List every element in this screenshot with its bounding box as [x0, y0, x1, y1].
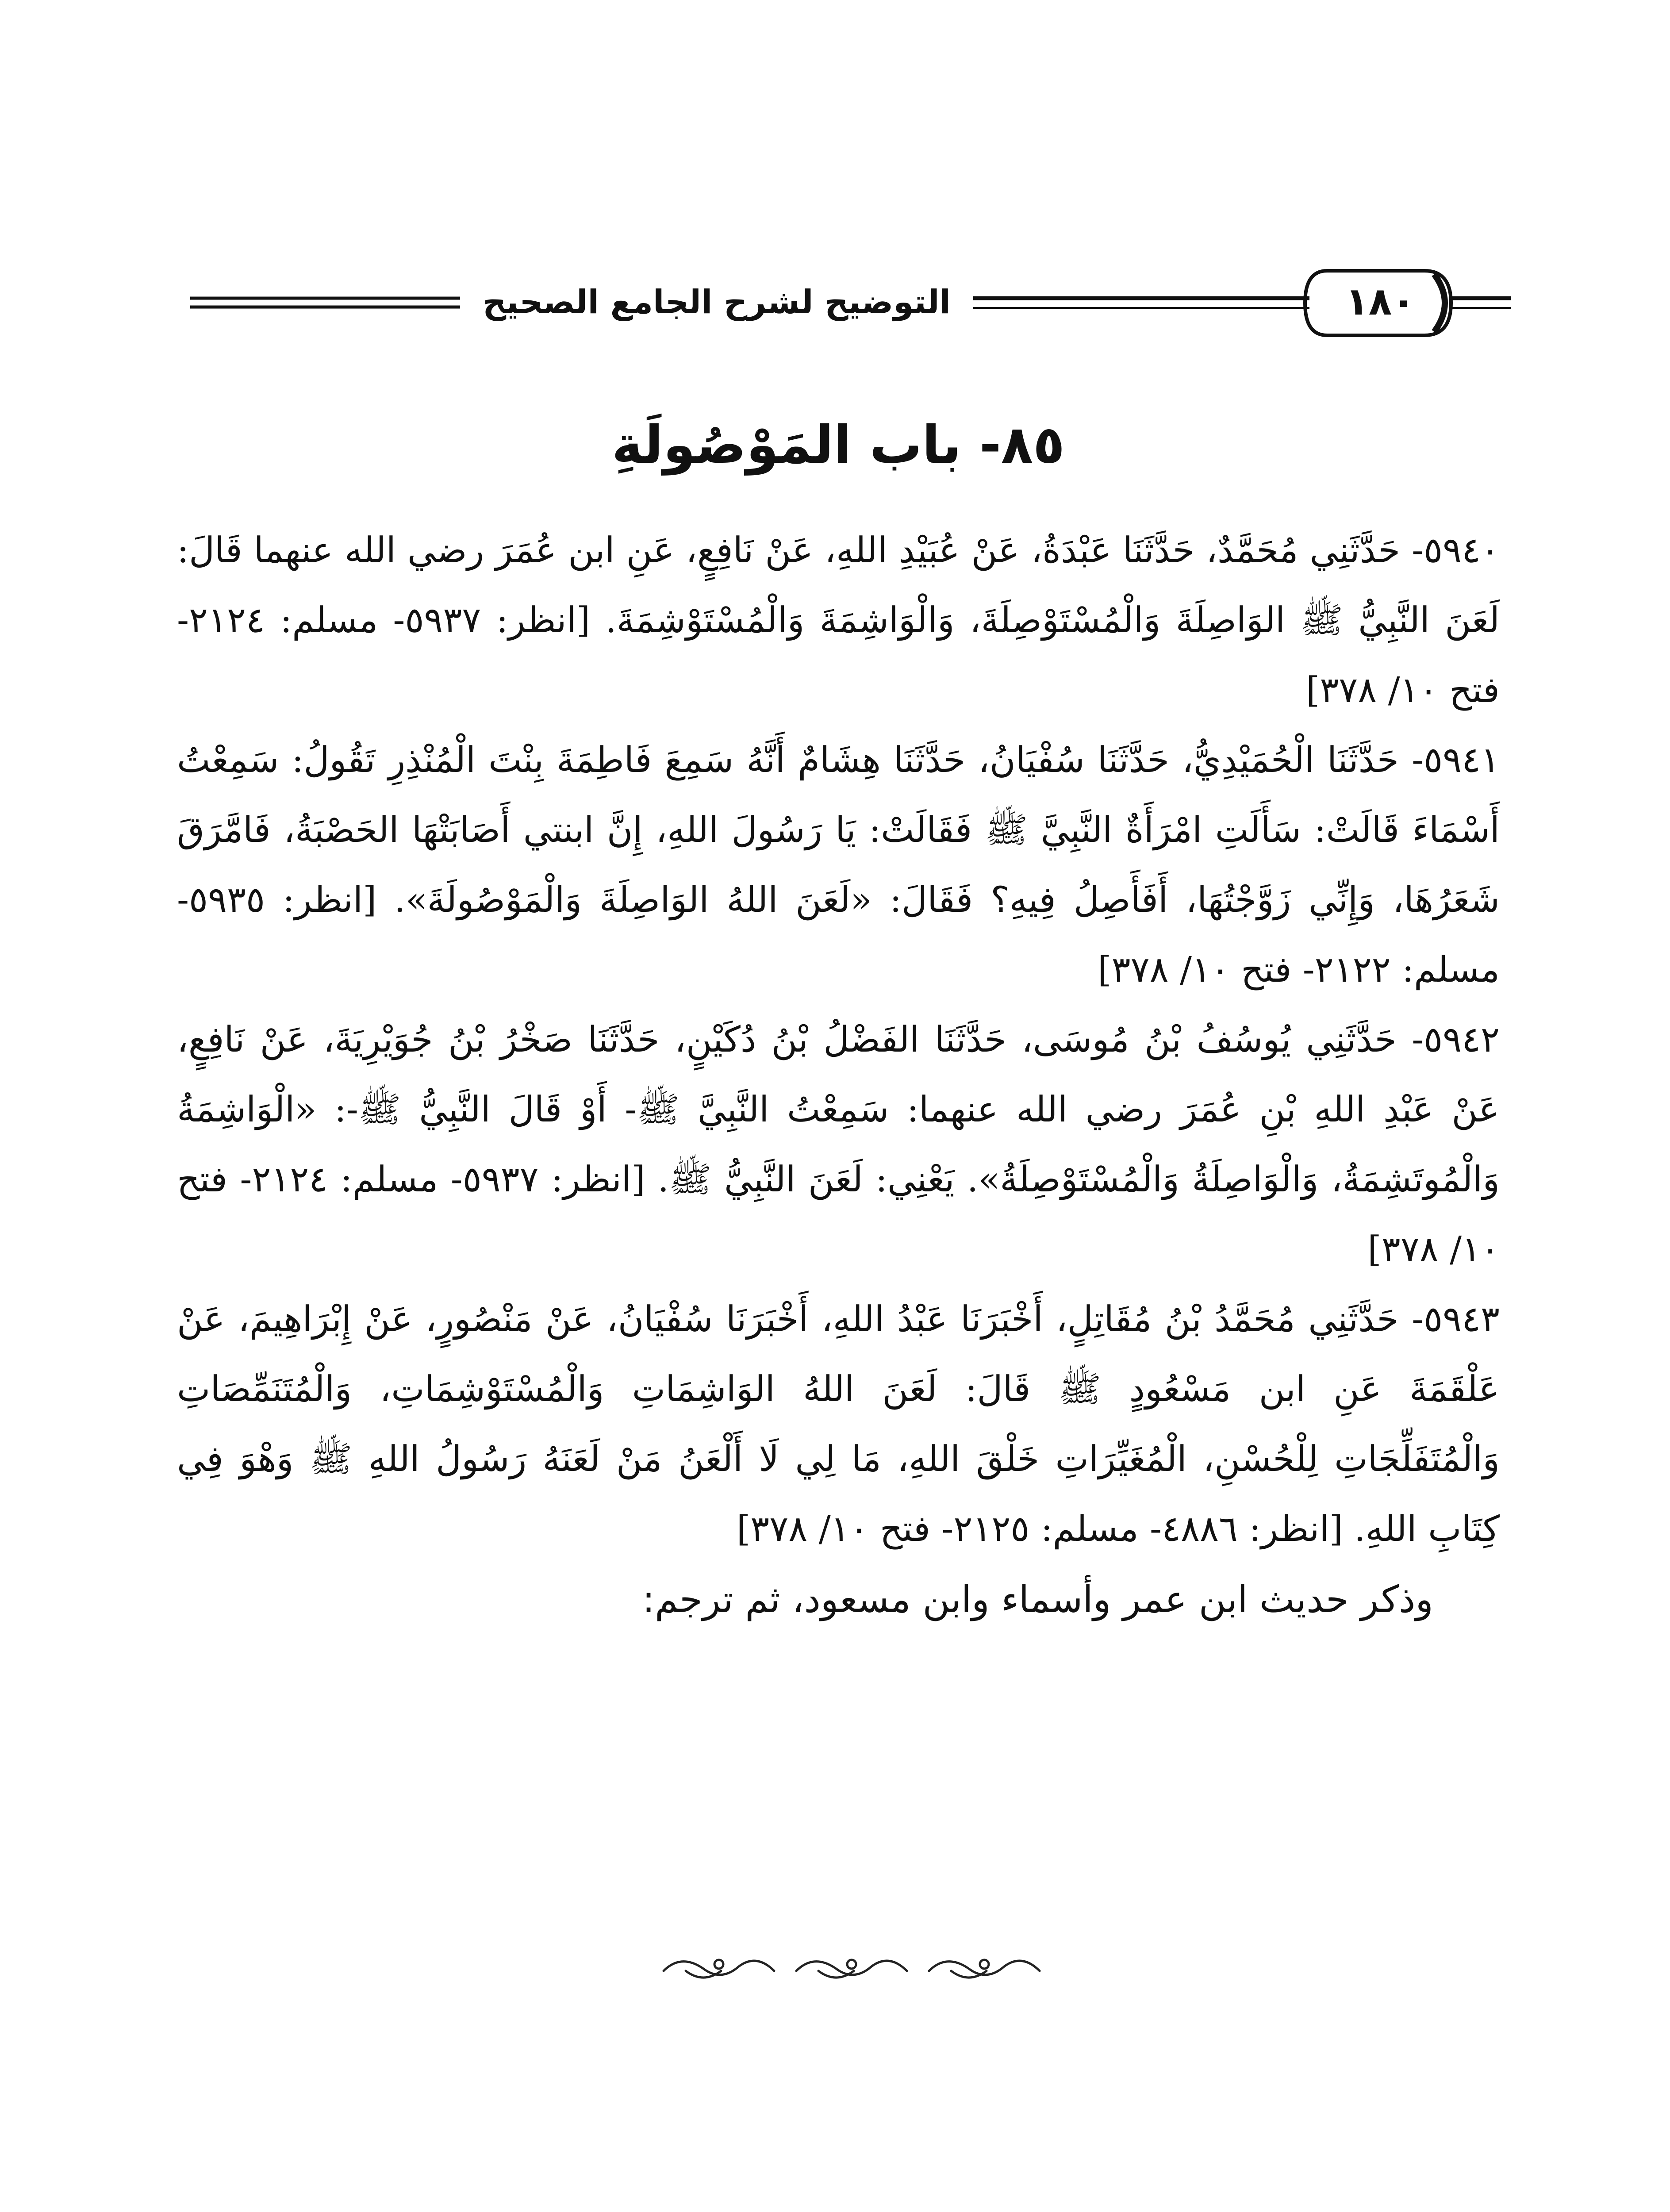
body-text: [177, 515, 1500, 1635]
hadith-number: ٥٩٤٠-: [1412, 530, 1500, 571]
hadith-text: حَدَّثَنِي يُوسُفُ بْنُ مُوسَى، حَدَّثَنَا الفَضْلُ بْنُ دُكَيْنٍ، حَدَّثَنَا صَخْرُ بْنُ جُوَيْرِيَةَ، عَنْ نَافِعٍ، عَنْ عَبْدِ اللهِ بْنِ عُمَرَ رضي الله عنهما: سَمِعْتُ النَّبِيَّ ﷺ- أَوْ قَالَ النَّبِيُّ ﷺ-: «الْوَاشِمَةُ وَالْمُوتَشِمَةُ، وَالْوَاصِلَةُ وَالْمُسْتَوْصِلَةُ». يَعْنِي: لَعَنَ النَّبِيُّ ﷺ.: [177, 1019, 1500, 1200]
hadith-text: حَدَّثَنِي مُحَمَّدٌ، حَدَّثَنَا عَبْدَةُ، عَنْ عُبَيْدِ اللهِ، عَنْ نَافِعٍ، عَنِ ابن عُمَرَ رضي الله عنهما قَالَ: لَعَنَ النَّبِيُّ ﷺ الوَاصِلَةَ وَالْمُسْتَوْصِلَةَ، وَالْوَاشِمَةَ وَالْمُسْتَوْشِمَةَ.: [177, 530, 1500, 641]
hadith-number: ٥٩٤٣-: [1412, 1298, 1500, 1340]
hadith-5940: [177, 515, 1500, 725]
hadith-5942: [177, 1005, 1500, 1284]
hadith-number: ٥٩٤٢-: [1412, 1019, 1500, 1060]
hadith-text: حَدَّثَنَا الْحُمَيْدِيُّ، حَدَّثَنَا سُفْيَانُ، حَدَّثَنَا هِشَامٌ أَنَّهُ سَمِعَ فَاطِمَةَ بِنْتَ الْمُنْذِرِ تَقُولُ: سَمِعْتُ أَسْمَاءَ قَالَتْ: سَأَلَتِ امْرَأَةٌ النَّبِيَّ ﷺ فَقَالَتْ: يَا رَسُولَ اللهِ، إِنَّ ابنتي أَصَابَتْهَا الحَصْبَةُ، فَامَّرَقَ شَعَرُهَا، وَإِنِّي زَوَّجْتُهَا، أَفَأَصِلُ فِيهِ؟ فَقَالَ: «لَعَنَ اللهُ الوَاصِلَةَ وَالْمَوْصُولَةَ».: [177, 739, 1500, 920]
book-title: التوضيح لشرح الجامع الصحيح: [482, 283, 951, 321]
hadith-text: حَدَّثَنِي مُحَمَّدُ بْنُ مُقَاتِلٍ، أَخْبَرَنَا عَبْدُ اللهِ، أَخْبَرَنَا سُفْيَانُ، عَنْ مَنْصُورٍ، عَنْ إِبْرَاهِيمَ، عَنْ عَلْقَمَةَ عَنِ ابن مَسْعُودٍ ﷺ قَالَ: لَعَنَ اللهُ الوَاشِمَاتِ وَالْمُسْتَوْشِمَاتِ، وَالْمُتَنَمِّصَاتِ وَالْمُتَفَلِّجَاتِ لِلْحُسْنِ، الْمُغَيِّرَاتِ خَلْقَ اللهِ، مَا لِي لَا أَلْعَنُ مَنْ لَعَنَهُ رَسُولُ اللهِ ﷺ وَهْوَ فِي كِتَابِ اللهِ.: [177, 1298, 1500, 1549]
ornament-divider-icon: [655, 1944, 1053, 1993]
hadith-reference: [انظر: ٥٩٣٥- مسلم: ٢١٢٢- فتح ١٠/ ٣٧٨]: [177, 879, 1500, 990]
hadith-5943: [177, 1284, 1500, 1564]
page-number: ١٨٠: [1345, 280, 1415, 324]
hadith-number: ٥٩٤١-: [1412, 739, 1500, 780]
closing-text: وذكر حديث ابن عمر وأسماء وابن مسعود، ثم ترجم:: [642, 1578, 1433, 1621]
chapter-title: ٨٥- باب المَوْصُولَةِ: [611, 414, 1065, 475]
hadith-reference: [انظر: ٤٨٨٦- مسلم: ٢١٢٥- فتح ١٠/ ٣٧٨]: [737, 1508, 1343, 1549]
hadith-5941: [177, 725, 1500, 1005]
running-header: [186, 265, 1513, 341]
hadith-reference: [انظر: ٥٩٣٧- مسلم: ٢١٢٤- فتح ١٠/ ٣٧٨]: [177, 599, 1500, 710]
hadith-reference: [انظر: ٥٩٣٧- مسلم: ٢١٢٤- فتح ١٠/ ٣٧٨]: [177, 1159, 1500, 1270]
